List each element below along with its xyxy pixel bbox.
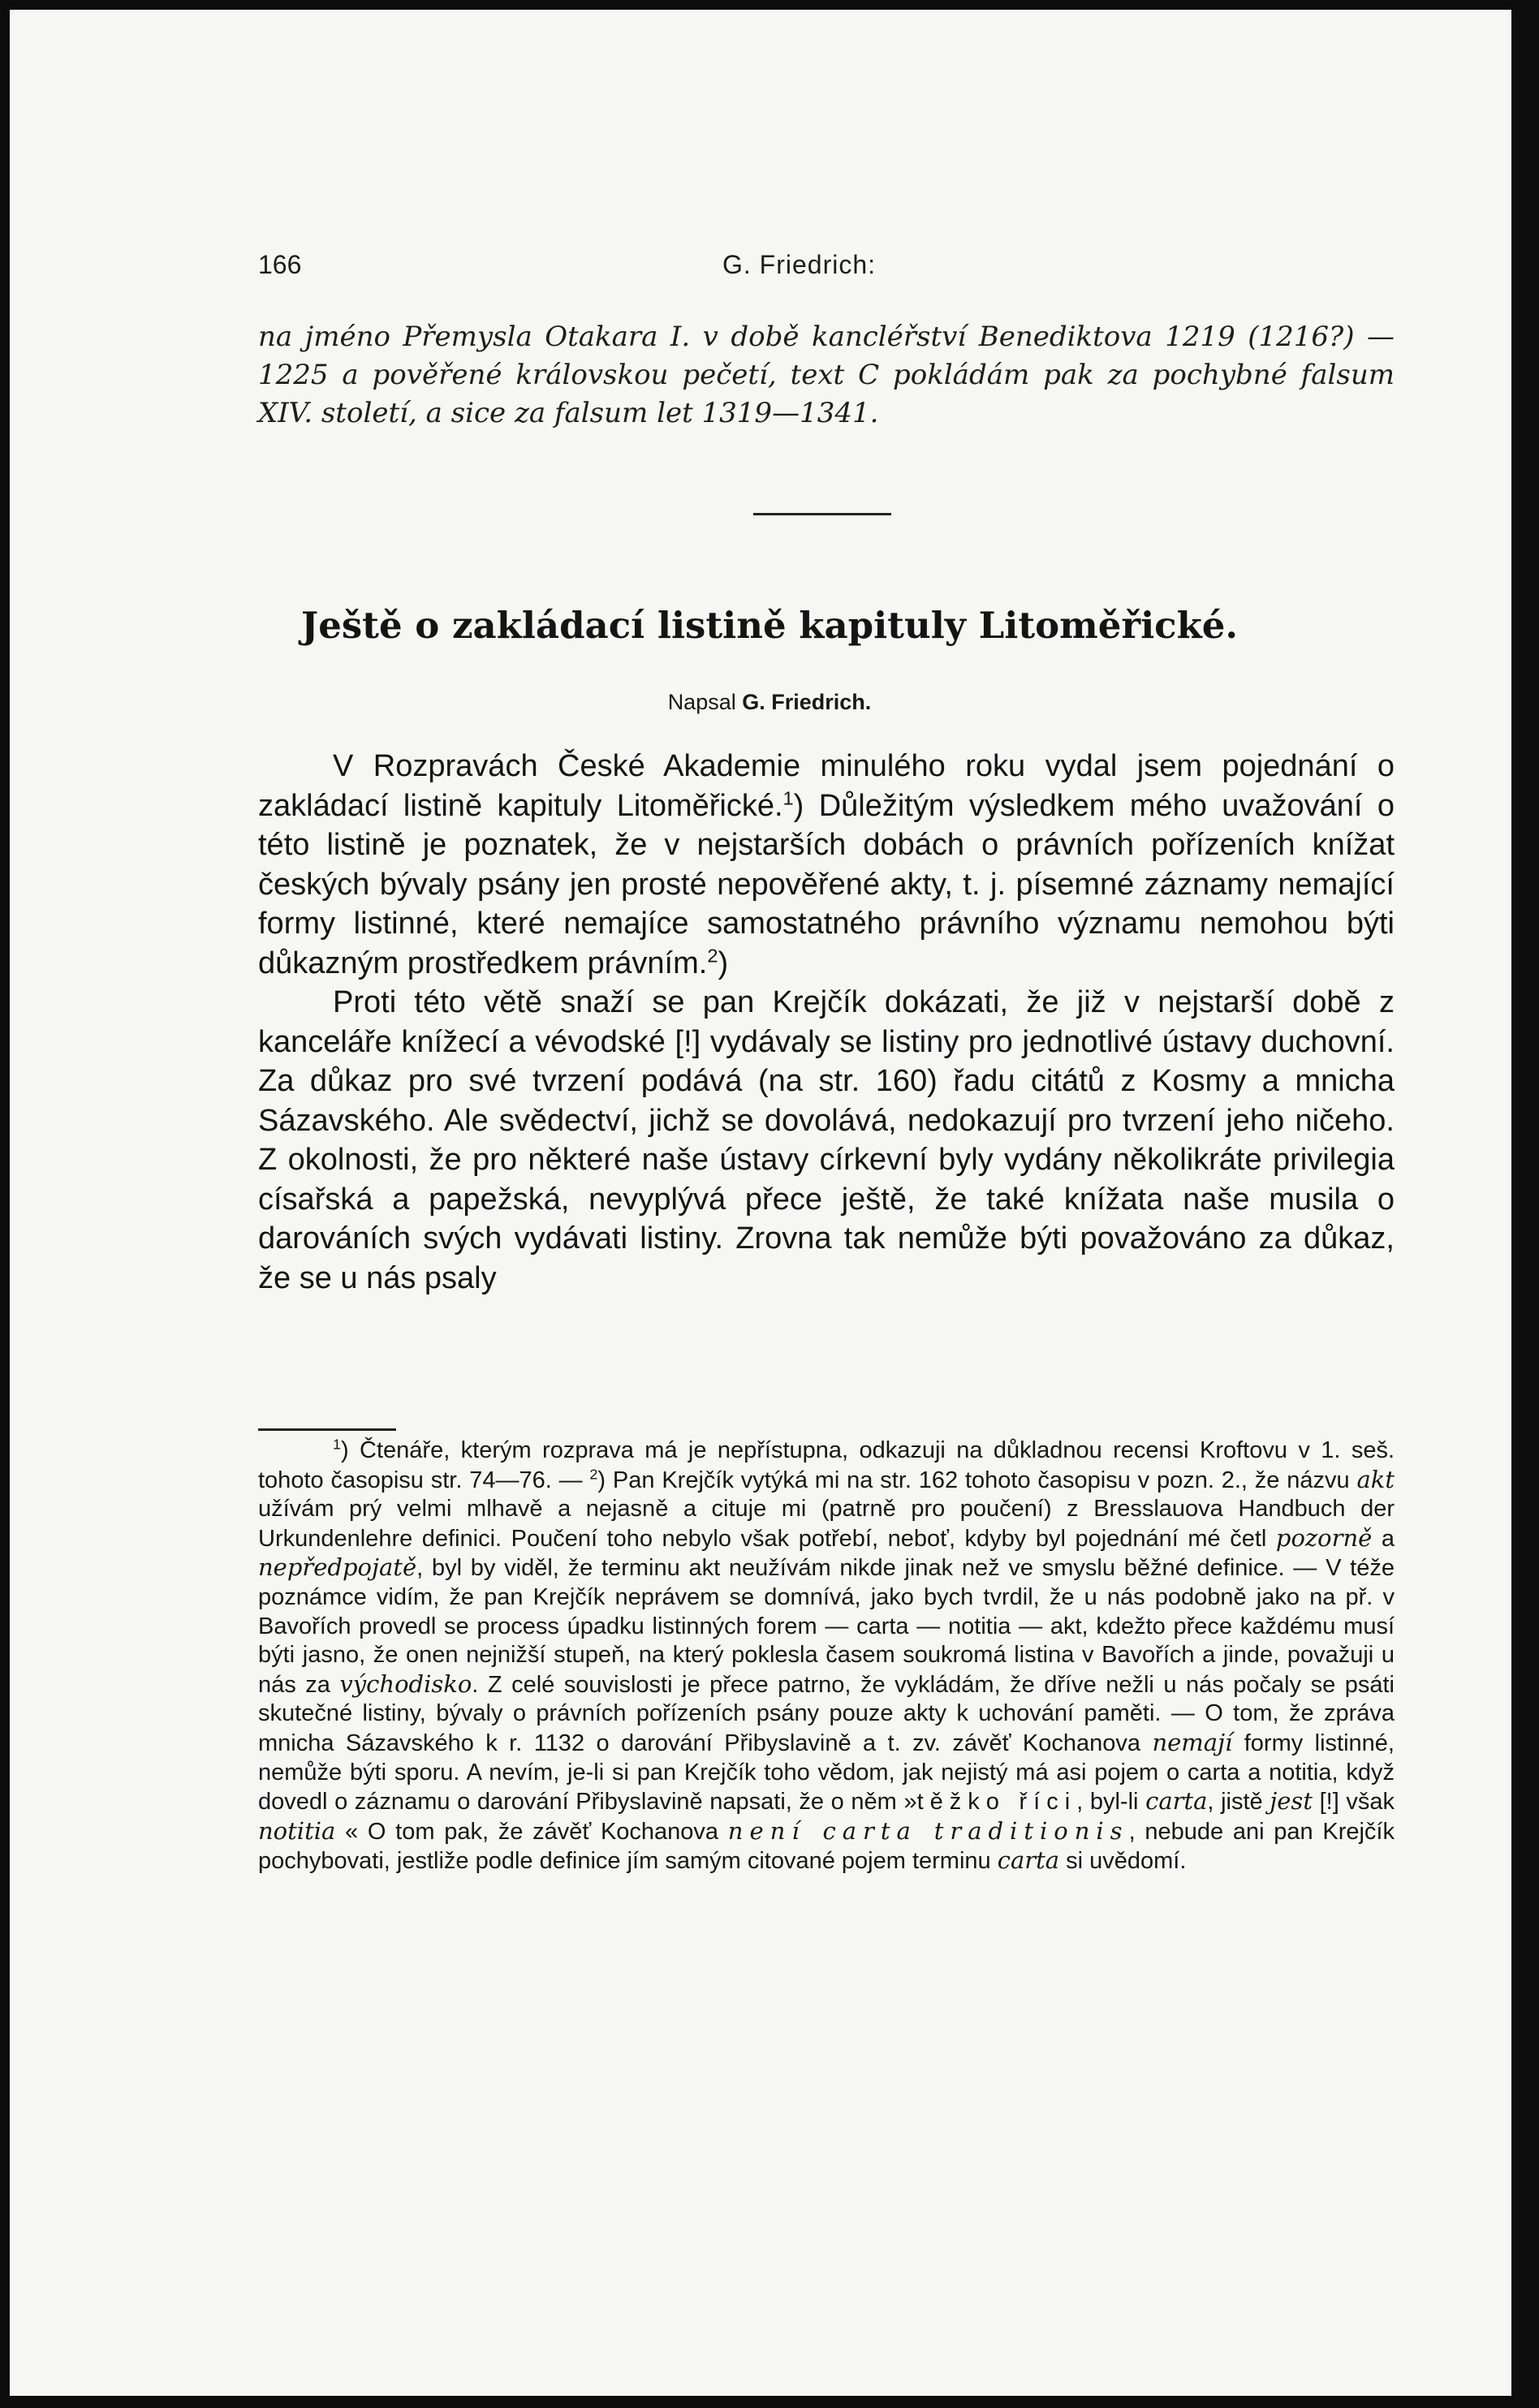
footnote-term-tezko-rici: těžko říci <box>916 1789 1077 1816</box>
footnote-2-text: , nebude ani pan Krejčík pochybovati, jestliže podle definice jím samým citované pojem terminu <box>258 1818 1395 1875</box>
byline-prefix: Napsal <box>667 690 736 714</box>
article-body <box>258 747 1395 1298</box>
footnote-term-nepredpojate: nepředpojatě <box>258 1553 417 1582</box>
article-title: Ještě o zakládací listině kapituly Litoměřické. <box>300 604 1239 647</box>
paragraph-2: Proti této větě snaží se pan Krejčík dokázati, že již v nejstarší době z kanceláře knížecí a vévodské [!] vydávaly se listiny pro jednotlivé ústavy duchovní. Za důkaz pro své tvrzení podává (na str. 160) řadu citátů z Kosmy a mnicha Sázavského. Ale svědectví, jichž se dovolává, nedokazují pro tvrzení jeho ničeho. Z okolnosti, že pro některé naše ústavy církevní byly vydány několikráte privilegia císařská a papežská, nevyplývá přece ještě, že také knížata naše musila o darováních svých vydávati listiny. Zrovna tak nemůže býti považováno za důkaz, že se u nás psaly <box>258 985 1395 1295</box>
footnote-term-notitia: notitia <box>258 1816 336 1845</box>
footnote-2-text: , byl-li <box>1076 1789 1146 1816</box>
running-head: G. Friedrich: <box>722 250 877 279</box>
footnote-term-neni-carta-traditionis: není carta traditionis <box>727 1816 1129 1845</box>
footnote-2-text: , byl by viděl, že terminu akt neužívám nikde jinak než ve smyslu běžné definice. — V téže poznámce vidím, že pan Krejčík neprávem se domnívá, jako bych tvrdil, že u nás podobně jako na př. v Bavořích provedl se process úpadku listinných forem — carta — notitia — akt, kdežto přece každému musí býti jasno, že onen nejnižší stupeň, na který poklesla časem soukromá listina v Bavořích a jinde, považuji u nás za <box>258 1555 1395 1698</box>
footnote-2-text: užívám prý velmi mlhavě a nejasně a cituje mi (patrně pro poučení) z Bresslauova Handbuch der Urkundenlehre definici. Poučení toho nebylo však potřebí, neboť, kdyby byl pojednání mé četl <box>258 1496 1395 1552</box>
article-separator-rule <box>753 513 891 515</box>
page-header <box>0 250 1539 282</box>
paragraph-1-text-c: ) <box>718 946 729 980</box>
footnote-term-vychodisko: východisko <box>339 1669 472 1698</box>
paragraph-1-text-a: V Rozpravách České Akademie minulého roku vydal jsem pojednání o zakládací listině kapituly Litoměřické. <box>258 749 1395 823</box>
footnote-term-carta: carta <box>997 1846 1060 1875</box>
footnote-2-text: a <box>1372 1525 1395 1552</box>
paragraph-1-text-b: ) Důležitým výsledkem mého uvažování o této listině je poznatek, že v nejstarších dobách o právních pořízeních knížat českých bývaly psány jen prosté nepověřené akty, t. j. písemné záznamy nemající formy listinné, které nemajíce samostatného právního významu nemohou býti důkazným prostředkem právním. <box>258 788 1395 980</box>
footnote-term-nemaji: nemají <box>1152 1728 1233 1756</box>
footnote-term-carta: carta <box>1145 1787 1208 1816</box>
footnote-term-jest: jest <box>1270 1787 1313 1816</box>
footnote-2-text: « O tom pak, že závěť Kochanova <box>335 1818 728 1845</box>
footnote-2-text: . Z celé souvislosti je přece patrno, že vykládám, že dříve nežli u nás počaly se psáti skutečné listiny, bývaly o právních pořízeních psány pouze akty k uchování paměti. — O tom, že zpráva mnicha Sázavského k r. 1132 o darování Přibyslavině a t. zv. závěť Kochanova <box>258 1671 1395 1756</box>
footnote-2-text: [!] však <box>1312 1789 1395 1816</box>
byline <box>0 690 1539 715</box>
footnotes <box>258 1437 1395 1876</box>
footnote-2-text: si uvědomí. <box>1059 1848 1187 1875</box>
footnote-2-text: formy listinné, nemůže býti sporu. A nevím, je-li si pan Krejčík toho vědom, jak nejistý má asi pojem o carta a notitia, když dovedl o záznamu o darování Přibyslavině napsati, že o něm » <box>258 1730 1395 1816</box>
footnote-number-1: 1 <box>333 1436 341 1453</box>
footnote-ref-2: 2 <box>707 944 718 966</box>
footnote-term-pozorne: pozorně <box>1275 1523 1373 1552</box>
footnote-separator-rule <box>258 1428 396 1431</box>
footnote-1-text: ) Čtenáře, kterým rozprava má je nepřístupna, odkazuji na důkladnou recensi Kroftovu v 1. seš. tohoto časopisu str. 74—76. — <box>258 1437 1395 1493</box>
footnote-ref-1: 1 <box>782 786 794 808</box>
author-name: G. Friedrich. <box>742 690 872 714</box>
footnote-number-2: 2 <box>589 1465 598 1482</box>
footnote-2-text: ) Pan Krejčík vytýká mi na str. 162 tohoto časopisu v pozn. 2., že názvu <box>597 1467 1357 1493</box>
page-number: 166 <box>258 250 302 279</box>
paragraph-1 <box>258 747 1395 983</box>
previous-article-ending: na jméno Přemysla Otakara I. v době kancléřství Benediktova 1219 (1216?) — 1225 a pověřené královskou pečetí, text C pokládám pak za pochybné falsum XIV. století, a sice za falsum let 1319—1341. <box>258 321 1395 429</box>
footnote-block <box>258 1437 1395 1876</box>
footnote-2-text: , jistě <box>1207 1789 1270 1816</box>
footnote-term-akt: akt <box>1356 1465 1395 1493</box>
